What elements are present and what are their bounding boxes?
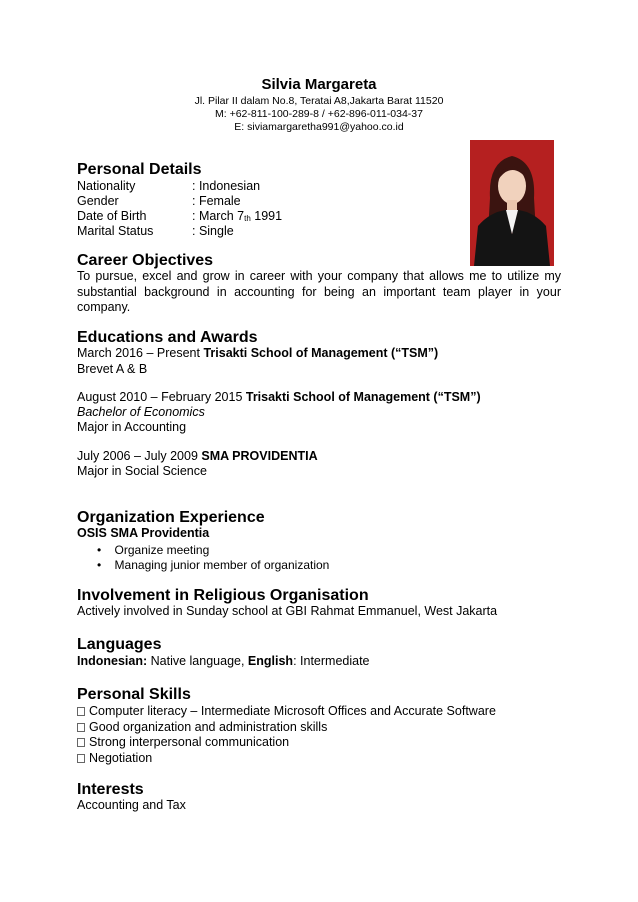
skills-heading: Personal Skills <box>77 686 191 703</box>
bullet-text: Organize meeting <box>114 543 210 557</box>
gender-label: Gender <box>77 194 119 208</box>
list-item: • Managing junior member of organization <box>97 558 330 572</box>
dob-value-year: 1991 <box>250 209 283 223</box>
language-name: Indonesian: <box>77 654 148 668</box>
edu-period: March 2016 – Present <box>77 346 204 360</box>
interests-heading: Interests <box>77 781 144 798</box>
personal-details-heading: Personal Details <box>77 161 202 178</box>
checkbox-glyph-icon <box>77 738 85 747</box>
organization-heading: Organization Experience <box>77 509 265 526</box>
edu-major: Major in Accounting <box>77 420 187 434</box>
education-item-2 <box>77 390 481 404</box>
organization-name: OSIS SMA Providentia <box>77 526 210 540</box>
dob-value-main: : March 7 <box>192 209 245 223</box>
edu-period: July 2006 – July 2009 <box>77 449 202 463</box>
list-item <box>77 704 496 718</box>
list-item: • Organize meeting <box>97 543 210 557</box>
career-heading: Career Objectives <box>77 252 214 269</box>
checkbox-glyph-icon <box>77 754 85 763</box>
marital-value: : Single <box>192 224 234 238</box>
dob-value-suffix: th <box>244 214 251 223</box>
language-level: : Intermediate <box>293 654 370 668</box>
checkbox-glyph-icon <box>77 723 85 732</box>
edu-school: SMA PROVIDENTIA <box>201 449 318 463</box>
person-portrait-icon <box>470 140 554 266</box>
language-level: Native language, <box>147 654 248 668</box>
education-heading: Educations and Awards <box>77 329 258 346</box>
skill-text: Negotiation <box>89 751 153 765</box>
skill-text: Strong interpersonal communication <box>89 735 290 749</box>
career-text: To pursue, excel and grow in career with your company that allows me to utilize my substantial background in accounting for being an important team player in your company. <box>77 269 561 314</box>
resume-name: Silvia Margareta <box>261 76 377 93</box>
languages-heading: Languages <box>77 636 162 653</box>
edu-school: Trisakti School of Management (“TSM”) <box>203 346 439 360</box>
list-item <box>77 720 327 734</box>
edu-detail: Brevet A & B <box>77 362 148 376</box>
dob-value <box>192 209 282 223</box>
phone-line: M: +62-811-100-289-8 / +62-896-011-034-37 <box>214 108 423 120</box>
edu-major: Major in Social Science <box>77 464 207 478</box>
nationality-value: : Indonesian <box>192 179 261 193</box>
profile-photo <box>470 140 554 266</box>
dob-label: Date of Birth <box>77 209 147 223</box>
skill-text: Good organization and administration skills <box>89 720 328 734</box>
edu-school: Trisakti School of Management (“TSM”) <box>245 390 481 404</box>
skill-text: Computer literacy – Intermediate Microsoft Offices and Accurate Software <box>89 704 496 718</box>
address-line: Jl. Pilar II dalam No.8, Teratai A8,Jakarta Barat 11520 <box>194 95 444 107</box>
language-name: English <box>247 654 294 668</box>
marital-label: Marital Status <box>77 224 154 238</box>
list-item <box>77 735 289 749</box>
nationality-label: Nationality <box>77 179 136 193</box>
bullet-text: Managing junior member of organization <box>114 558 330 572</box>
edu-period: August 2010 – February 2015 <box>77 390 246 404</box>
education-item-1 <box>77 346 438 360</box>
email-line: E: siviamargaretha991@yahoo.co.id <box>234 121 404 133</box>
list-item <box>77 751 152 765</box>
languages-text <box>77 654 370 668</box>
religious-heading: Involvement in Religious Organisation <box>77 587 369 604</box>
gender-value: : Female <box>192 194 241 208</box>
education-item-3 <box>77 449 318 463</box>
interests-text: Accounting and Tax <box>77 798 186 812</box>
religious-text: Actively involved in Sunday school at GBI Rahmat Emmanuel, West Jakarta <box>77 604 498 618</box>
checkbox-glyph-icon <box>77 707 85 716</box>
edu-degree: Bachelor of Economics <box>77 405 205 419</box>
